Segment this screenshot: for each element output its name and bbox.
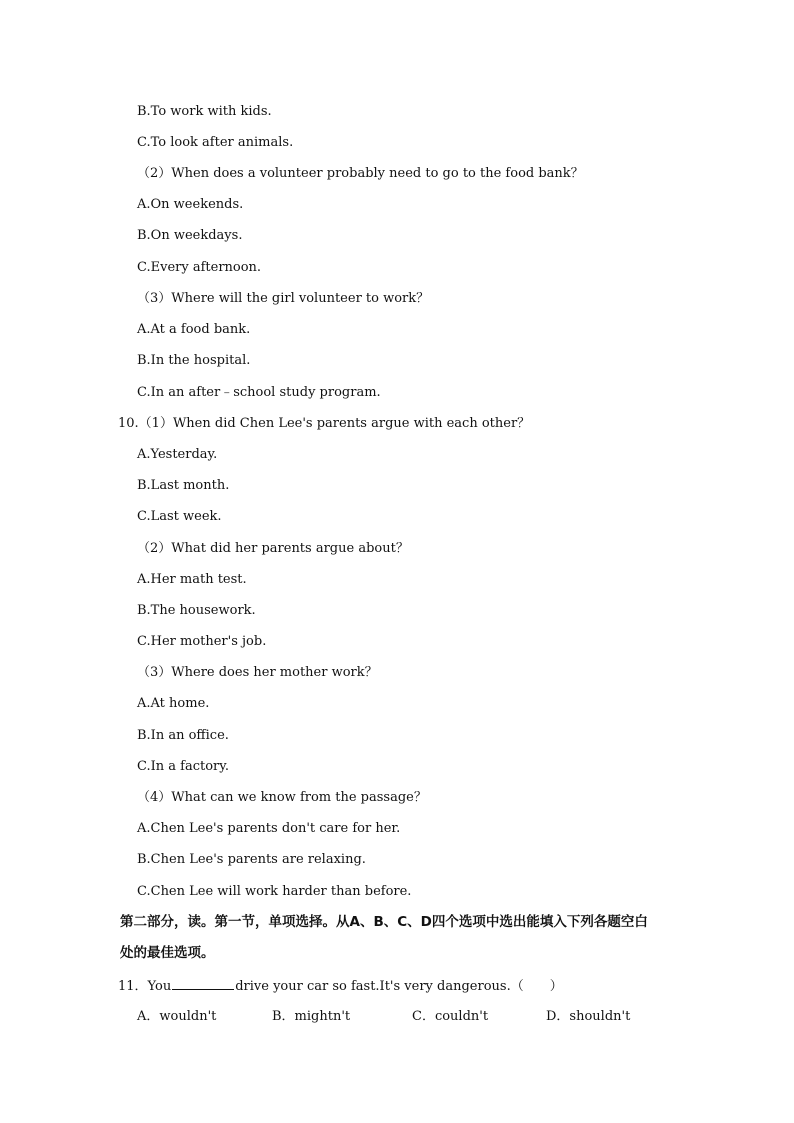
option-c: C.In a factory. [137,759,229,774]
option-c: C.Every afternoon. [137,260,262,275]
option-a: A.At a food bank. [137,322,251,337]
section-heading: 第二部分，读。第一节，单项选择。从A、B、C、D四个选项中选出能填入下列各题空白 [120,914,648,930]
option-c: C.Chen Lee will work harder than before. [137,884,412,899]
option-b: B.Last month. [137,478,230,493]
option-a: A.Her math test. [137,572,247,587]
option-a: A.At home. [137,696,210,711]
option-a: A.Yesterday. [137,447,218,462]
sub-question: （4）What can we know from the passage？ [137,790,427,805]
option-b: B.To work with kids. [137,104,272,119]
option-b: B.Chen Lee's parents are relaxing. [137,852,366,867]
sub-question: （3）Where does her mother work？ [137,665,378,680]
sub-question: （3）Where will the girl volunteer to work？ [137,291,430,306]
option-b: B.The housework. [137,603,256,618]
option-c: C.To look after animals. [137,135,294,150]
option-c: C.Last week. [137,509,222,524]
option-b: B.On weekdays. [137,228,243,243]
question-text-after: drive your car so fast.It's very dangerous.（ ） [235,979,563,994]
answer-blank [172,977,234,990]
option-a: A.On weekends. [137,197,244,212]
option-a: A.Chen Lee's parents don't care for her. [137,821,401,836]
sub-question: （2）When does a volunteer probably need to go to the food bank？ [137,166,584,181]
question-11 [118,977,563,995]
choice-d: D．shouldn't [546,1009,631,1024]
option-c: C.In an after﹣school study program. [137,385,381,400]
option-b: B.In the hospital. [137,353,251,368]
question-number: 11． [118,979,148,994]
choice-c: C．couldn't [412,1009,489,1024]
sub-question: （2）What did her parents argue about？ [137,541,409,556]
section-heading-continued: 处的最佳选项。 [120,945,215,961]
question-10: 10.（1）When did Chen Lee's parents argue with each other？ [118,416,531,431]
option-c: C.Her mother's job. [137,634,267,649]
question-text-before: You [147,979,172,994]
choice-a: A．wouldn't [137,1009,217,1024]
choice-b: B．mightn't [272,1009,351,1024]
option-b: B.In an office. [137,728,229,743]
